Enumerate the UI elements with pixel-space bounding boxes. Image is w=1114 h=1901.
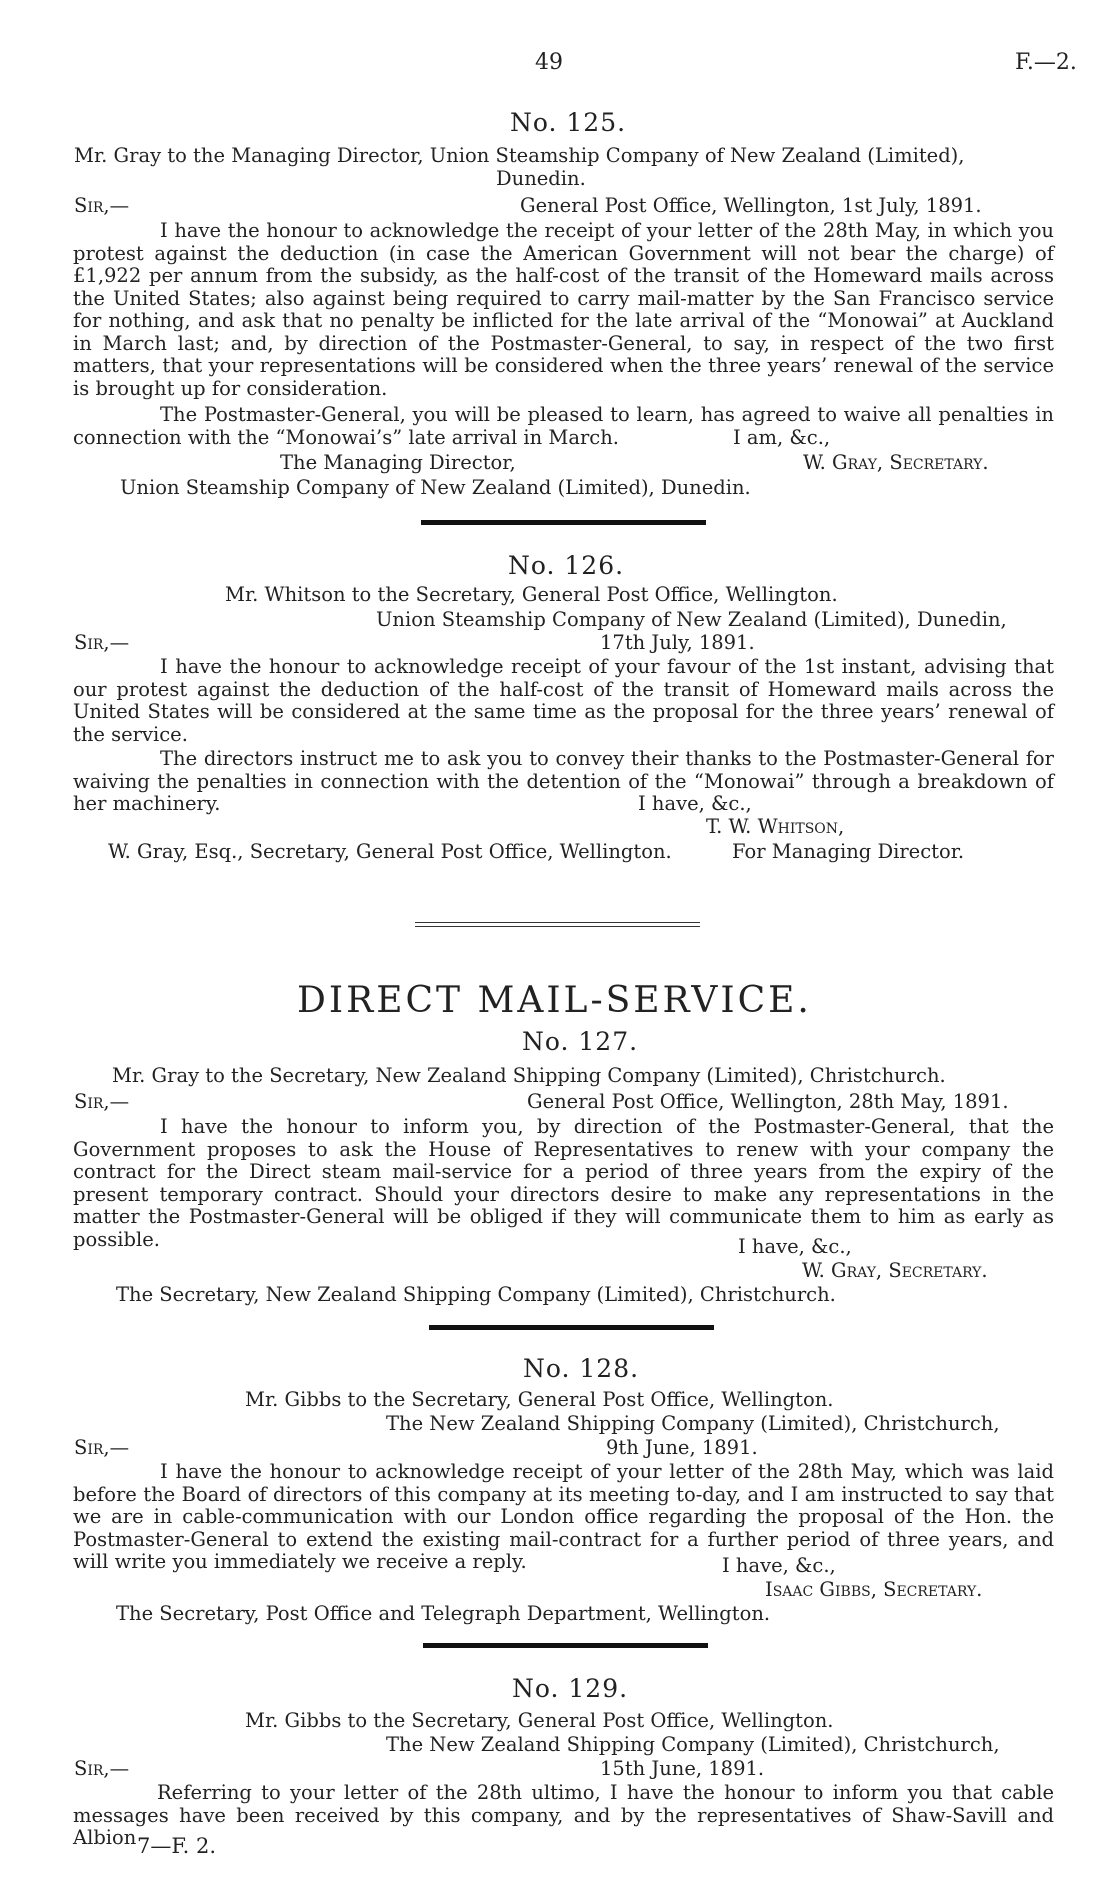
section-divider-thin (415, 926, 700, 927)
paragraph-text: The Postmaster-General, you will be pleased to learn, has agreed to waive all penalties in connection with the “Monowai’s” late arrival in March. (73, 403, 1054, 449)
closing: I am, &c., (733, 426, 831, 449)
addressee: The Managing Director, (280, 451, 516, 474)
section-divider-thin (415, 922, 700, 923)
letter-heading: Mr. Gibbs to the Secretary, General Post Office, Wellington. (245, 1709, 834, 1732)
paragraph-text: I have the honour to acknowledge receipt of your favour of the 1st instant, advising that our protest against the deduction of the half-cost of the transit of Homeward mails across the United States will be considered at the same time as the proposal for the three years’ renewal of the service. (73, 655, 1054, 746)
place-date: General Post Office, Wellington, 1st July, 1891. (520, 194, 982, 217)
for-line: For Managing Director. (732, 840, 965, 863)
signature: T. W. Whitson, (706, 815, 845, 838)
place-date: 15th June, 1891. (600, 1757, 765, 1780)
paragraph-text: The directors instruct me to ask you to convey their thanks to the Postmaster-General for waiving the penalties in connection with the detention of the “Monowai” through a breakdown of her machinery. (73, 747, 1054, 815)
letter-number: No. 127. (522, 1027, 639, 1056)
salutation: Sir,— (74, 631, 130, 654)
paragraph-text: I have the honour to acknowledge receipt of your letter of the 28th May, which was laid before the Board of directors of this company at its meeting to-day, and I am instructed to say that we are in cable-communication with our London office regarding the proposal of the Hon. the Postmaster-General to extend the existing mail-contract for a further period of three years, and will write you immediately we receive a reply. (73, 1460, 1054, 1573)
section-divider (423, 1643, 708, 1648)
salutation: Sir,— (74, 1436, 130, 1459)
place-line: The New Zealand Shipping Company (Limited), Christchurch, (386, 1412, 1000, 1435)
letter-heading: Mr. Gibbs to the Secretary, General Post Office, Wellington. (245, 1388, 834, 1411)
paragraph-text: Referring to your letter of the 28th ultimo, I have the honour to inform you that cable messages have been received by this company, and by the representatives of Shaw-Savill and Albion (73, 1781, 1054, 1849)
salutation: Sir,— (74, 194, 130, 217)
page-reference: F.—2. (1015, 50, 1077, 75)
closing: I have, &c., (738, 1235, 852, 1258)
section-divider (421, 520, 706, 525)
signature-mark: 7—F. 2. (137, 1834, 217, 1858)
letter-heading: Mr. Whitson to the Secretary, General Post Office, Wellington. (225, 583, 838, 606)
section-title: DIRECT MAIL-SERVICE. (297, 980, 812, 1021)
letter-number: No. 129. (512, 1674, 629, 1703)
addressee: Union Steamship Company of New Zealand (Limited), Dunedin. (120, 476, 751, 499)
letter-heading: Mr. Gray to the Managing Director, Union Steamship Company of New Zealand (Limited), (74, 144, 965, 167)
addressee: The Secretary, New Zealand Shipping Company (Limited), Christchurch. (116, 1283, 836, 1306)
letter-number: No. 128. (523, 1354, 640, 1383)
place-line: Union Steamship Company of New Zealand (Limited), Dunedin, (376, 608, 1007, 631)
paragraph-text: I have the honour to acknowledge the receipt of your letter of the 28th May, in which you protest against the deduction (in case the American Government will not bear the charge) of £1,922 per annum from the subsidy, as the half-cost of the transit of the Homeward mails across the United States; also against being required to carry mail-matter by the San Francisco service for nothing, and ask that no penalty be inflicted for the late arrival of the “Monowai” at Auckland in March last; and, by direction of the Postmaster-General, to say, in respect of the two first matters, that your representations will be considered when the three years’ renewal of the service is brought up for consideration. (73, 219, 1054, 400)
place-date: 17th July, 1891. (600, 631, 755, 654)
signature: Isaac Gibbs, Secretary. (765, 1578, 983, 1601)
letter-paragraph (73, 1461, 1054, 1574)
addressee: The Secretary, Post Office and Telegraph Department, Wellington. (116, 1602, 771, 1625)
salutation: Sir,— (74, 1090, 130, 1113)
letter-paragraph (73, 1116, 1054, 1251)
letter-paragraph (73, 404, 1054, 449)
letter-number: No. 125. (510, 108, 627, 137)
addressee: W. Gray, Esq., Secretary, General Post Office, Wellington. (108, 840, 672, 863)
place-date: 9th June, 1891. (606, 1436, 758, 1459)
letter-paragraph (73, 220, 1054, 400)
place-date: General Post Office, Wellington, 28th May, 1891. (527, 1090, 1009, 1113)
letter-paragraph (73, 656, 1054, 746)
letter-paragraph (73, 1782, 1054, 1850)
paragraph-text: I have the honour to inform you, by direction of the Postmaster-General, that the Government proposes to ask the House of Representatives to renew with your company the contract for the Direct steam mail-service for a period of three years from the expiry of the present temporary contract. Should your directors desire to make any representations in the matter the Postmaster-General will be obliged if they will communicate them to him as early as possible. (73, 1115, 1054, 1251)
salutation: Sir,— (74, 1757, 130, 1780)
closing: I have, &c., (638, 792, 752, 815)
signature: W. Gray, Secretary. (803, 451, 989, 474)
section-divider (429, 1325, 714, 1330)
signature: W. Gray, Secretary. (802, 1259, 988, 1282)
page-number: 49 (535, 50, 563, 75)
letter-heading: Mr. Gray to the Secretary, New Zealand Shipping Company (Limited), Christchurch. (112, 1064, 946, 1087)
letter-heading-cont: Dunedin. (496, 167, 586, 190)
closing: I have, &c., (722, 1554, 836, 1577)
letter-paragraph (73, 748, 1054, 816)
place-line: The New Zealand Shipping Company (Limited), Christchurch, (386, 1733, 1000, 1756)
letter-number: No. 126. (508, 551, 625, 580)
